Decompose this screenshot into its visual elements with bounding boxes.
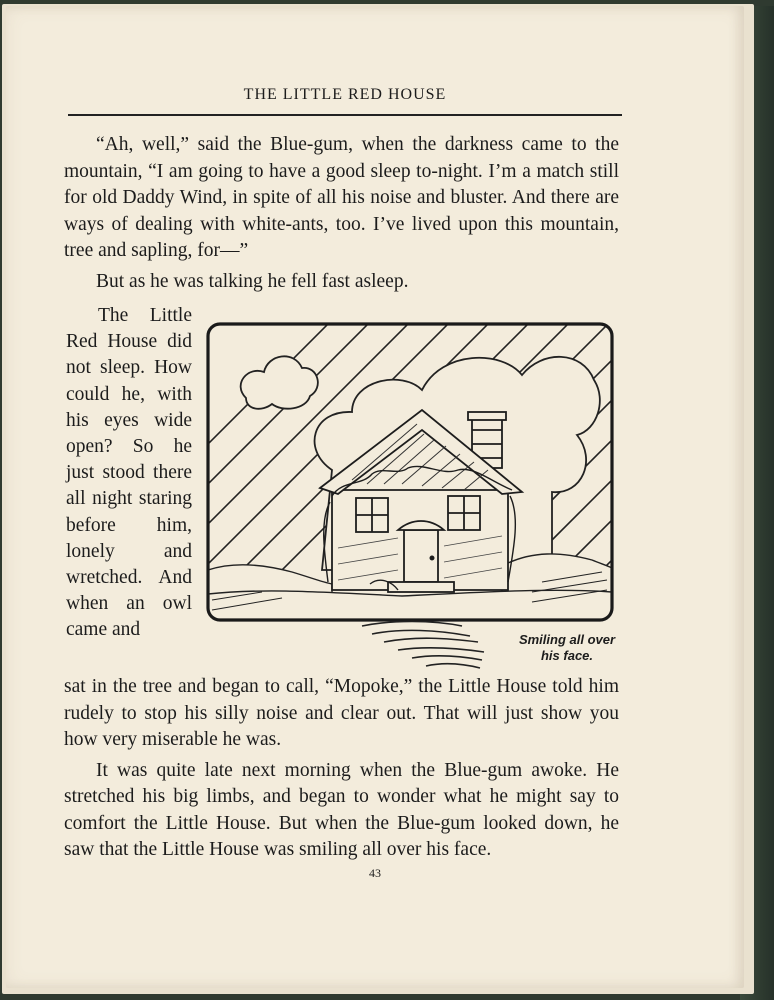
illustration-caption bbox=[502, 632, 632, 664]
paragraph-1: “Ah, well,” said the Blue-gum, when the darkness came to the mountain, “I am going to have a good sleep to-night. I’m a match still for old Daddy Wind, in spite of all his noise and bluster. And there are ways of dealing with white-ants, too. I’ve lived upon this mountain, tree and sapling, for—” bbox=[64, 134, 619, 261]
wrapped-text-column bbox=[66, 303, 192, 644]
paragraph-2: But as he was talking he fell fast asleep. bbox=[96, 270, 409, 292]
header-rule bbox=[68, 114, 622, 116]
house-illustration bbox=[202, 320, 618, 672]
running-head: THE LITTLE RED HOUSE bbox=[243, 86, 447, 103]
paragraph-4: It was quite late next morning when the Blue-gum awoke. He stretched his big limbs, and began to wonder what he might say to comfort the Little House. But when the Blue-gum looked down, he saw that the Little House was smiling all over his face. bbox=[64, 759, 619, 860]
caption-line-2: his face. bbox=[540, 648, 594, 663]
top-text-block bbox=[64, 132, 619, 295]
paragraph-3-start: The Little Red House did not sleep. How could he, with his eyes wide open? So he just stood there all night staring before him, lonely and wretched. And when an owl came and bbox=[66, 305, 192, 641]
path-reflection bbox=[362, 622, 484, 669]
caption-line-1: Smiling all over bbox=[518, 632, 616, 647]
page-number: 43 bbox=[369, 866, 381, 880]
paragraph-3-continued: sat in the tree and began to call, “Mopoke,” the Little House told him rudely to stop his silly noise and clear out. That will just show you how very miserable he was. bbox=[64, 676, 619, 750]
bottom-text-block bbox=[64, 674, 619, 864]
book-page bbox=[6, 6, 744, 988]
